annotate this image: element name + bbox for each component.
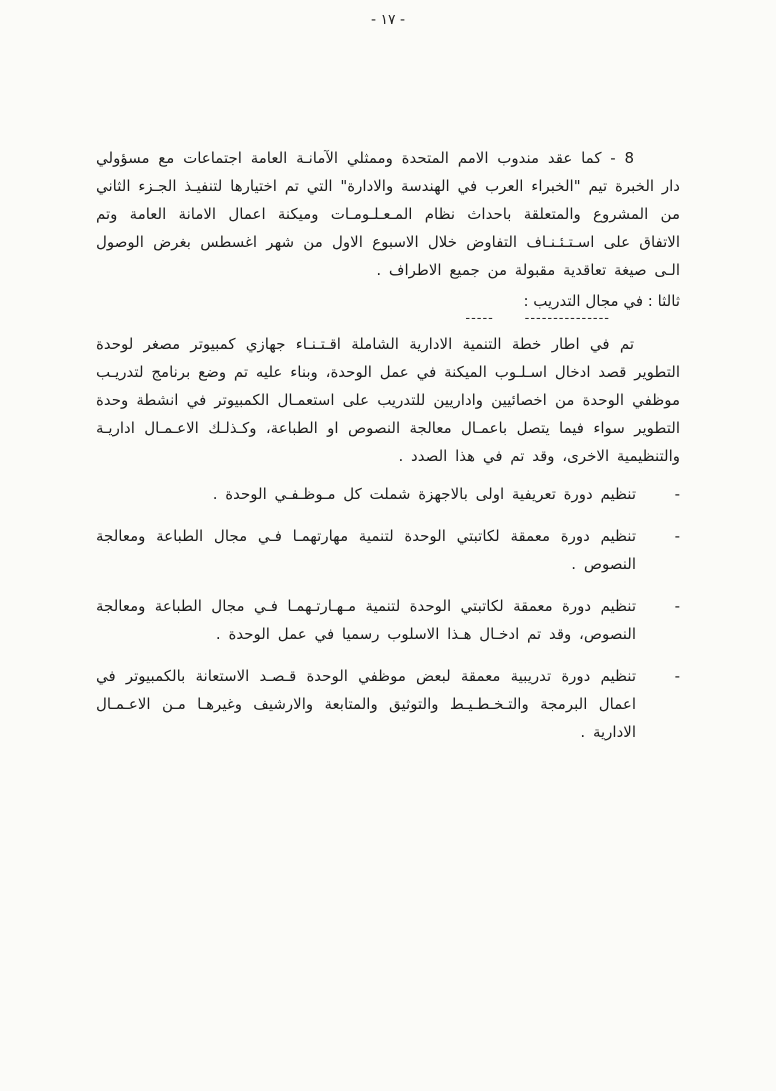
bullet-text: تنظيم دورة معمقة لكاتبتي الوحدة لتنمية مـهـارتـهمـا فـي مجال الطباعة ومعالجة النصوص، وقد تم ادخـال هـذا الاسلوب رسميا في عمل الوحدة . xyxy=(96,597,636,643)
paragraph-un-meeting: 8 - كما عقد مندوب الامم المتحدة وممثلي الآمانـة العامة اجتماعات مع مسؤولي دار الخبرة تيم "الخبراء العرب في الهندسة والادارة" التي تم اختيارها لتنفيـذ الجـزء الثاني من المشروع والمتعلقة باحداث نظام المـعـلـومـات وميكنة اعمال الامانة العامة وتم الاتفاق على اسـتـئـنـاف التفاوض خلال الاسبوع الاول من شهر اغسطس بغرض الوصول الـى صيغة تعاقدية مقبولة من جميع الاطراف . xyxy=(96,149,680,279)
bullet-text: تنظيم دورة تعريفية اولى بالاجهزة شملت كل مـوظـفـي الوحدة . xyxy=(212,485,636,503)
heading-underline: --------------- ----- xyxy=(465,311,610,326)
bullet-dash-marker: - xyxy=(674,485,680,503)
bullet-text: تنظيم دورة معمقة لكاتبتي الوحدة لتنمية مهارتهمـا فـي مجال الطباعة ومعالجة النصوص . xyxy=(96,527,636,573)
section-heading-block xyxy=(96,288,680,324)
bullet-dash-marker: - xyxy=(674,667,680,685)
bullet-item xyxy=(96,592,680,648)
bullet-text: تنظيم دورة تدريبية معمقة لبعض موظفي الوحدة قـصـد الاستعانة بالكمبيوتر في اعمال البرمجة والتـخـطـيـط والتوثيق والمتابعة والارشيف وغيرهـا مـن الاعـمـال الادارية . xyxy=(96,667,636,741)
bullet-item xyxy=(96,522,680,578)
bullet-dash-marker: - xyxy=(674,597,680,615)
bullet-dash-marker: - xyxy=(674,527,680,545)
bullet-item xyxy=(96,662,680,746)
bullet-list xyxy=(96,480,680,746)
paragraph-training-intro: تم في اطار خطة التنمية الادارية الشاملة اقـتـنـاء جهازي كمبيوتر مصغر لوحدة التطوير قصد ادخال اسـلـوب الميكنة في عمل الوحدة، وبناء عليه تم وضع برنامج لتدريـب موظفي الوحدة من اخصائيين واداريين للتدريب على استعمـال الكمبيوتر في انشطة وحدة التطوير سواء فيما يتصل باعمـال معالجة النصوص او الطباعة، وكـذلـك الاعـمـال اداريـة والتنظيمية الاخرى، وقد تم في هذا الصدد . xyxy=(96,335,680,465)
page-content xyxy=(96,144,680,746)
bullet-item xyxy=(96,480,680,508)
page-number: - ١٧ - xyxy=(370,12,406,28)
section-heading: ثالثا : في مجال التدريب : xyxy=(523,292,680,310)
